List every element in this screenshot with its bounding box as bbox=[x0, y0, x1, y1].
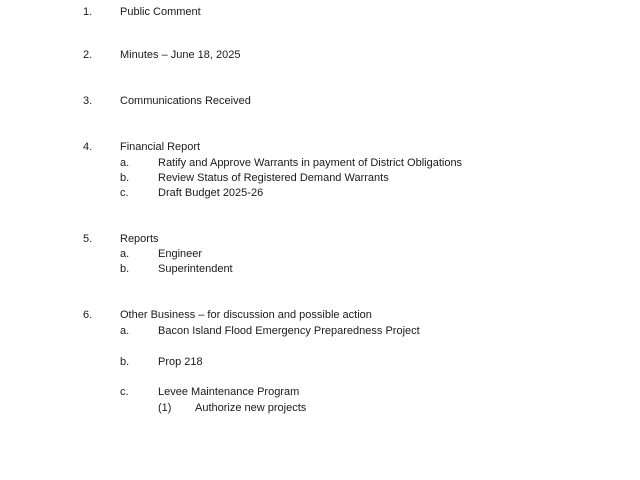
sub-item-letter: a. bbox=[120, 325, 130, 337]
sub-item-text: Ratify and Approve Warrants in payment of District Obligations bbox=[158, 157, 463, 169]
agenda-item-title: Minutes – June 18, 2025 bbox=[120, 49, 241, 61]
sub-sub-item-text: Authorize new projects bbox=[195, 402, 307, 414]
agenda-item-title: Financial Report bbox=[120, 141, 201, 153]
sub-item-text: Superintendent bbox=[158, 263, 233, 275]
sub-item-text: Levee Maintenance Program bbox=[158, 386, 300, 398]
sub-item-text: Bacon Island Flood Emergency Preparedness Project bbox=[158, 325, 420, 337]
sub-item-letter: a. bbox=[120, 248, 130, 260]
sub-sub-item-marker: (1) bbox=[158, 402, 172, 414]
sub-item-text: Draft Budget 2025-26 bbox=[158, 187, 264, 199]
agenda-item-title: Communications Received bbox=[120, 95, 251, 107]
sub-item-letter: b. bbox=[120, 356, 130, 368]
sub-item-letter: b. bbox=[120, 263, 130, 275]
agenda-item-number: 3. bbox=[83, 95, 93, 107]
sub-item-letter: c. bbox=[120, 386, 129, 398]
sub-item-letter: a. bbox=[120, 157, 130, 169]
sub-item-text: Review Status of Registered Demand Warrants bbox=[158, 172, 389, 184]
agenda-item-number: 5. bbox=[83, 233, 93, 245]
agenda-item-title: Other Business – for discussion and possible action bbox=[120, 309, 372, 321]
agenda-item-number: 2. bbox=[83, 49, 93, 61]
sub-item-text: Engineer bbox=[158, 248, 203, 260]
agenda-item-number: 1. bbox=[83, 6, 93, 18]
agenda-item-title: Public Comment bbox=[120, 6, 201, 18]
agenda-item-number: 6. bbox=[83, 309, 93, 321]
agenda-item-number: 4. bbox=[83, 141, 93, 153]
sub-item-text: Prop 218 bbox=[158, 356, 203, 368]
sub-item-letter: c. bbox=[120, 187, 129, 199]
sub-item-letter: b. bbox=[120, 172, 130, 184]
agenda-item-title: Reports bbox=[120, 233, 159, 245]
